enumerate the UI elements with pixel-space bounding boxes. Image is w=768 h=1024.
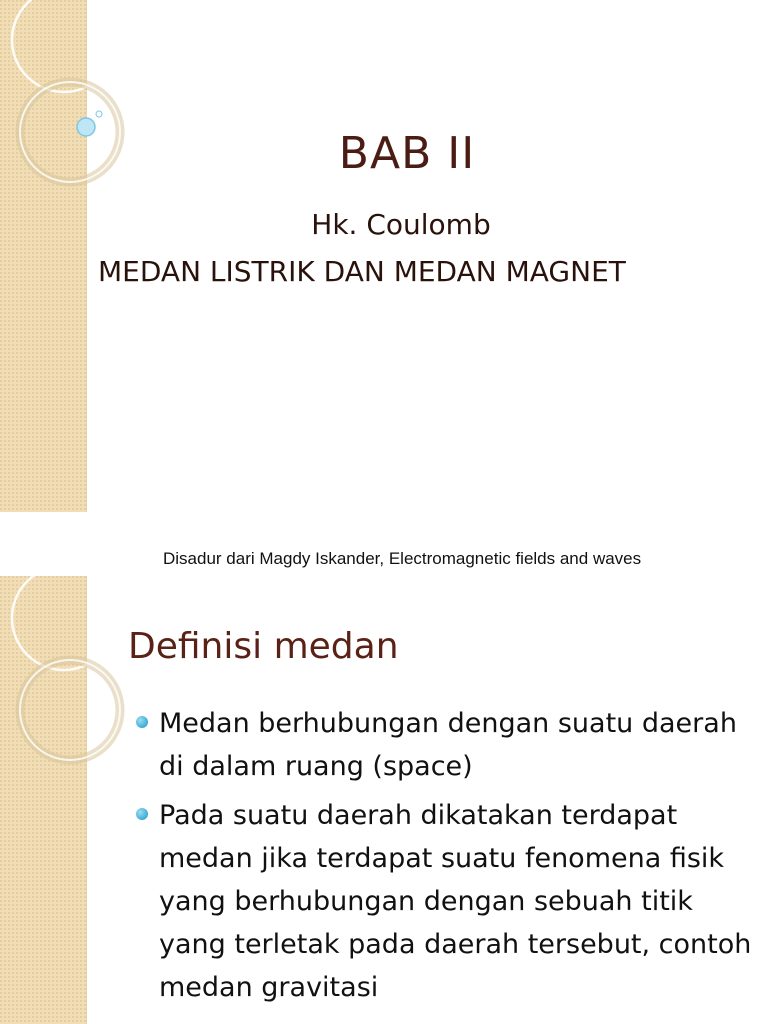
list-item	[132, 702, 752, 788]
slide-heading: Definisi medan	[128, 626, 399, 667]
bullet-text: Medan berhubungan dengan suatu daerah di dalam ruang (space)	[159, 708, 737, 782]
bullet-dot-icon	[136, 716, 148, 728]
bullet-dot-icon	[136, 808, 148, 820]
bullet-list	[132, 702, 752, 1015]
slide-subtitle-topic: MEDAN LISTRIK DAN MEDAN MAGNET	[98, 255, 626, 288]
slide-subtitle-law: Hk. Coulomb	[311, 208, 491, 241]
list-item	[132, 794, 752, 1009]
slide-2	[0, 576, 768, 1024]
slide-title: BAB II	[338, 128, 476, 179]
credit-text: Disadur dari Magdy Iskander, Electromagnetic fields and waves	[163, 549, 642, 568]
circles-decoration-icon	[0, 576, 130, 766]
bullet-text: Pada suatu daerah dikatakan terdapat medan jika terdapat suatu fenomena fisik yang berhubungan dengan sebuah titik yang terletak pada daerah tersebut, contoh medan gravitasi	[159, 800, 752, 1003]
